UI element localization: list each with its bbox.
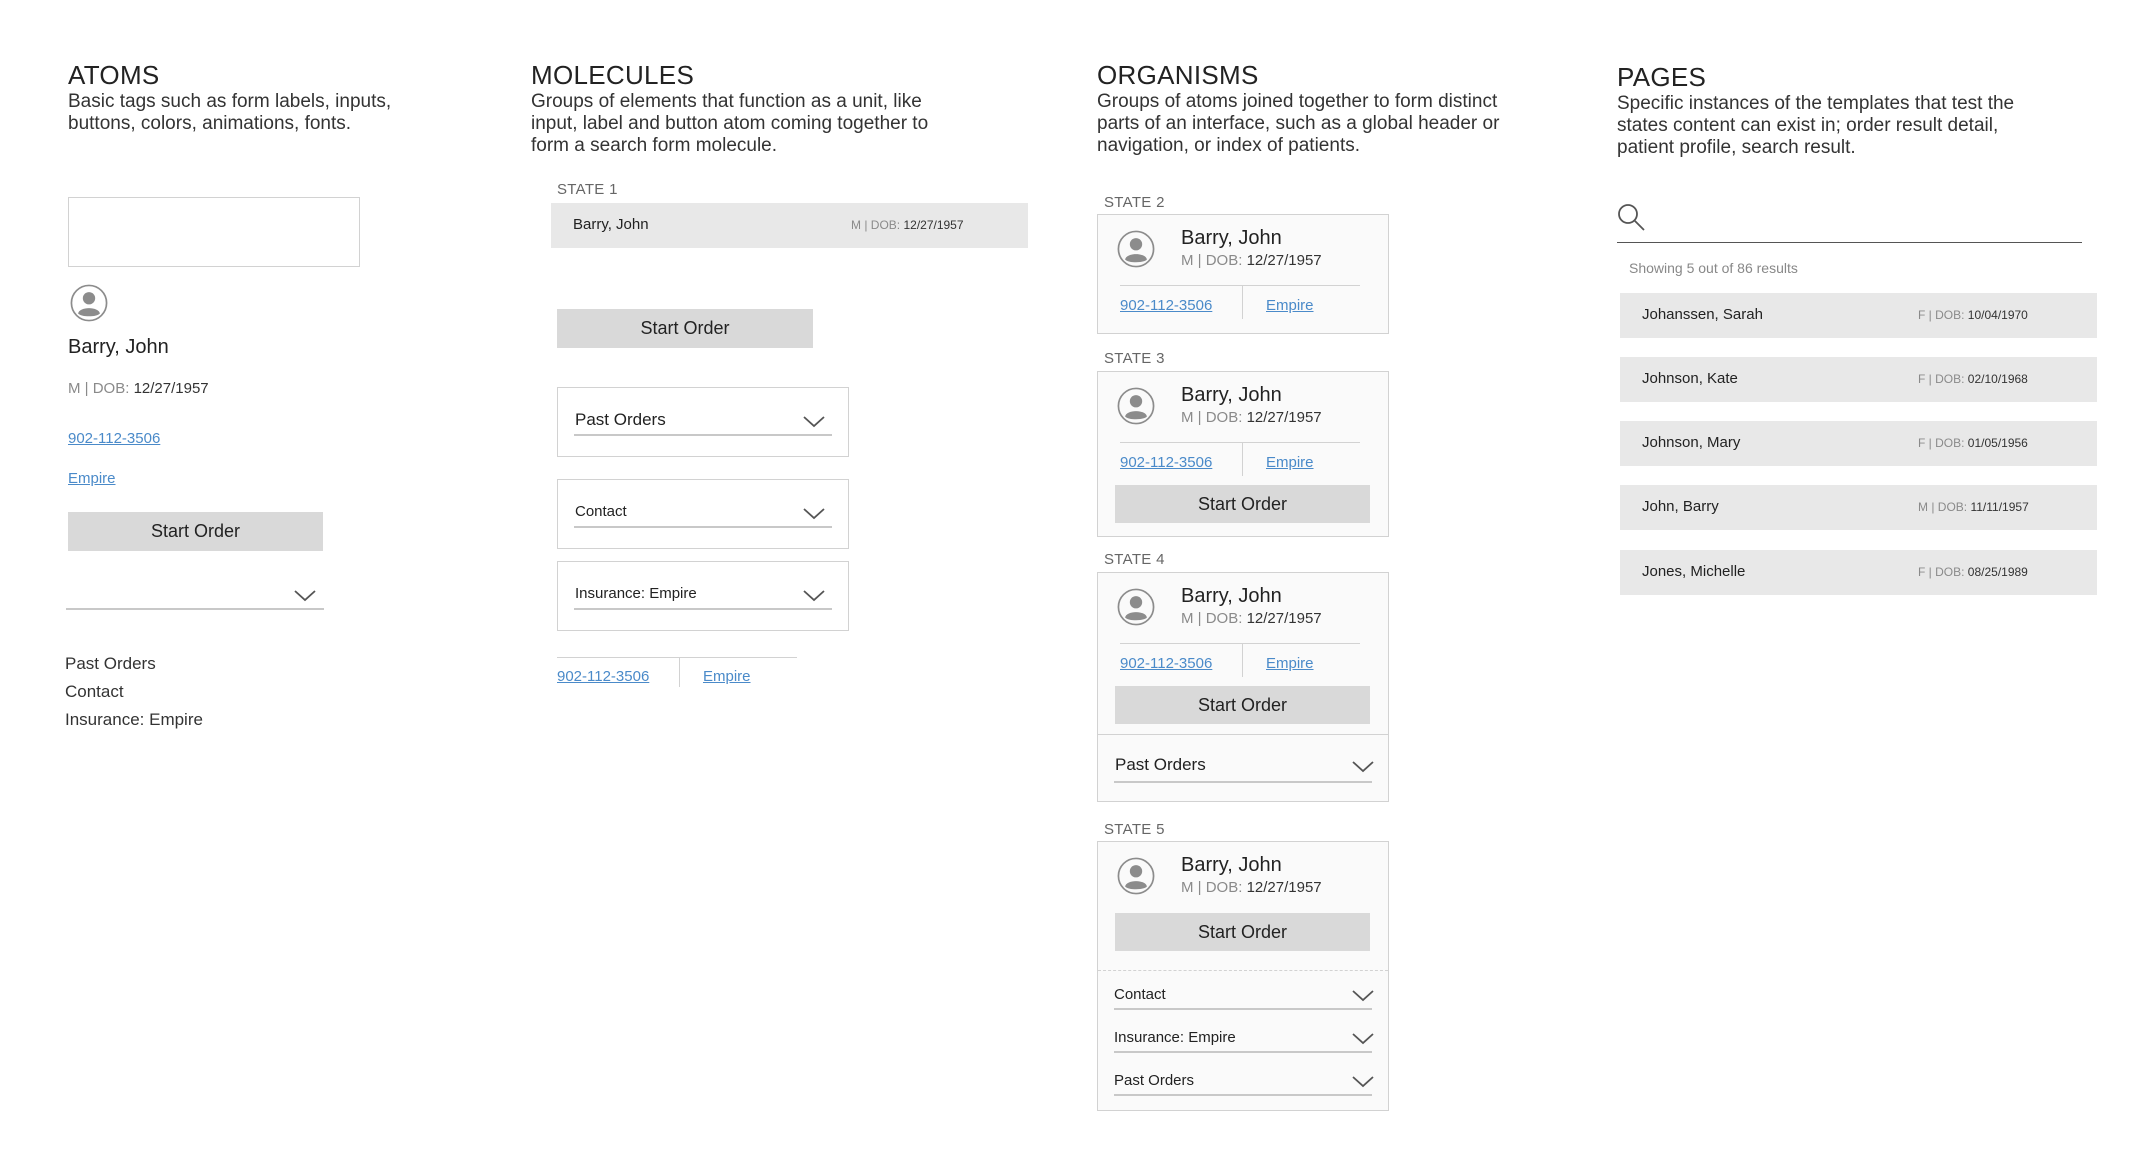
sex-dob-label: M | DOB: (1181, 409, 1243, 426)
avatar-icon (1117, 387, 1155, 425)
dob-value: 12/27/1957 (133, 380, 209, 397)
pages-title: PAGES (1617, 62, 1707, 92)
patient-dob (1181, 252, 1322, 269)
result-dob (1918, 500, 2029, 514)
result-name: Jones, Michelle (1642, 563, 1746, 580)
dropdown-underline (66, 608, 324, 610)
result-dob (1918, 308, 2028, 322)
chevron-down-icon (803, 508, 825, 520)
dropdown-underline (1114, 781, 1372, 783)
dropdown-past-orders[interactable] (1098, 1066, 1388, 1108)
avatar-icon (1117, 230, 1155, 268)
chevron-down-icon (1352, 1033, 1374, 1045)
dropdown-atom[interactable] (66, 580, 324, 614)
patient-card-state-4[interactable] (1097, 572, 1389, 802)
result-meta: F | DOB: (1918, 372, 1965, 386)
result-name: Johnson, Mary (1642, 434, 1741, 451)
patient-row-dob-value: 12/27/1957 (903, 218, 964, 232)
result-meta: F | DOB: (1918, 436, 1965, 450)
result-row[interactable] (1620, 357, 2097, 402)
avatar-icon (70, 284, 108, 322)
contact-separator (679, 657, 680, 687)
dropdown-underline (1114, 1008, 1372, 1010)
result-name: Johanssen, Sarah (1642, 306, 1763, 323)
molecules-description: Groups of elements that function as a unit, like input, label and button atom coming together to form a search form molecule. (531, 91, 929, 156)
sex-dob-label: M | DOB: (68, 380, 130, 397)
patient-name: Barry, John (68, 336, 169, 358)
atoms-description: Basic tags such as form labels, inputs, buttons, colors, animations, fonts. (68, 91, 392, 134)
dropdown-underline (574, 434, 832, 436)
patient-name: Barry, John (1181, 384, 1282, 406)
text-contact: Contact (65, 682, 124, 701)
result-meta: M | DOB: (1918, 500, 1968, 514)
chevron-down-icon (1352, 990, 1374, 1002)
insurance-link[interactable]: Empire (1266, 297, 1314, 314)
result-meta: F | DOB: (1918, 565, 1965, 579)
dropdown-label: Contact (575, 503, 627, 520)
result-row[interactable] (1620, 550, 2097, 595)
search-bar[interactable] (1617, 199, 2082, 245)
pages-description: Specific instances of the templates that test the states content can exist in; order result detail, patient profile, search result. (1617, 93, 2015, 158)
dropdown-label: Past Orders (1114, 1072, 1195, 1089)
dob-value: 12/27/1957 (1246, 879, 1322, 896)
dropdown-label: Contact (1114, 986, 1166, 1003)
organisms-title: ORGANISMS (1097, 60, 1259, 90)
text-insurance: Insurance: Empire (65, 710, 203, 729)
result-dob-value: 10/04/1970 (1967, 308, 2028, 322)
dropdown-underline (574, 608, 832, 610)
chevron-down-icon (1352, 761, 1374, 773)
atoms-text-list (65, 650, 203, 734)
dob-value: 12/27/1957 (1246, 252, 1322, 269)
chevron-down-icon (803, 416, 825, 428)
result-name: John, Barry (1642, 498, 1719, 515)
card-section-divider (1098, 970, 1388, 971)
card-divider (1120, 643, 1360, 644)
result-dob-value: 08/25/1989 (1967, 565, 2028, 579)
patient-card-state-2[interactable] (1097, 214, 1389, 334)
result-row[interactable] (1620, 485, 2097, 530)
insurance-link[interactable]: Empire (1266, 655, 1314, 672)
patient-row-dob (851, 218, 964, 232)
start-order-button[interactable]: Start Order (1115, 686, 1370, 724)
dropdown-underline (1114, 1094, 1372, 1096)
dropdown-underline (1114, 1051, 1372, 1053)
patient-dob (68, 380, 209, 397)
card-separator (1242, 643, 1243, 677)
result-row[interactable] (1620, 293, 2097, 338)
text-input-atom[interactable] (68, 197, 360, 267)
dob-value: 12/27/1957 (1246, 610, 1322, 627)
start-order-button[interactable]: Start Order (557, 309, 813, 348)
chevron-down-icon (1352, 1076, 1374, 1088)
chevron-down-icon (294, 590, 316, 602)
result-name: Johnson, Kate (1642, 370, 1738, 387)
card-divider (1120, 442, 1360, 443)
state-5-label: STATE 5 (1104, 821, 1165, 838)
phone-link[interactable]: 902-112-3506 (1120, 297, 1213, 314)
dropdown-contact[interactable] (1098, 980, 1388, 1022)
start-order-button[interactable]: Start Order (1115, 913, 1370, 951)
sex-dob-label: M | DOB: (1181, 879, 1243, 896)
avatar-icon (1117, 588, 1155, 626)
sex-dob-label: M | DOB: (1181, 610, 1243, 627)
result-meta: F | DOB: (1918, 308, 1965, 322)
result-dob (1918, 436, 2028, 450)
insurance-link[interactable]: Empire (703, 668, 751, 685)
contact-divider (557, 657, 797, 658)
phone-link[interactable]: 902-112-3506 (68, 430, 161, 447)
dropdown-underline (574, 526, 832, 528)
avatar-icon (1117, 857, 1155, 895)
phone-link[interactable]: 902-112-3506 (1120, 655, 1213, 672)
sex-dob-label: M | DOB: (1181, 252, 1243, 269)
result-dob (1918, 372, 2028, 386)
dropdown-label: Insurance: Empire (575, 585, 697, 602)
result-dob (1918, 565, 2028, 579)
atoms-title: ATOMS (68, 60, 160, 90)
patient-card-state-3[interactable] (1097, 371, 1389, 537)
results-count: Showing 5 out of 86 results (1629, 260, 1798, 276)
dropdown-label: Insurance: Empire (1114, 1029, 1236, 1046)
dropdown-insurance[interactable] (1098, 1023, 1388, 1065)
patient-dob (1181, 409, 1322, 426)
patient-name: Barry, John (1181, 227, 1282, 249)
card-divider (1120, 285, 1360, 286)
result-row[interactable] (1620, 421, 2097, 466)
card-separator (1242, 442, 1243, 476)
card-separator (1242, 285, 1243, 319)
patient-row-meta: M | DOB: (851, 218, 901, 232)
state-3-label: STATE 3 (1104, 350, 1165, 367)
molecules-title: MOLECULES (531, 60, 695, 90)
start-order-button[interactable]: Start Order (68, 512, 323, 551)
state-2-label: STATE 2 (1104, 194, 1165, 211)
start-order-button[interactable]: Start Order (1115, 485, 1370, 523)
patient-row-name: Barry, John (573, 216, 649, 233)
state-4-label: STATE 4 (1104, 551, 1165, 568)
state-1-label: STATE 1 (557, 181, 618, 198)
patient-dob (1181, 610, 1322, 627)
patient-name: Barry, John (1181, 585, 1282, 607)
insurance-link[interactable]: Empire (68, 470, 116, 487)
patient-dob (1181, 879, 1322, 896)
patient-row[interactable] (551, 203, 1028, 248)
insurance-link[interactable]: Empire (1266, 454, 1314, 471)
organisms-description: Groups of atoms joined together to form distinct parts of an interface, such as a global header or navigation, or index of patients. (1097, 91, 1500, 156)
phone-link[interactable]: 902-112-3506 (557, 668, 650, 685)
result-dob-value: 11/11/1957 (1970, 500, 2029, 514)
dropdown-label: Past Orders (1115, 755, 1206, 774)
dropdown-past-orders[interactable] (1098, 735, 1388, 801)
search-underline (1617, 242, 2082, 243)
text-past-orders: Past Orders (65, 654, 156, 673)
patient-name: Barry, John (1181, 854, 1282, 876)
chevron-down-icon (803, 590, 825, 602)
dropdown-past-orders[interactable] (557, 387, 849, 457)
phone-link[interactable]: 902-112-3506 (1120, 454, 1213, 471)
result-dob-value: 02/10/1968 (1967, 372, 2028, 386)
dropdown-contact[interactable] (557, 479, 849, 549)
patient-card-state-5[interactable] (1097, 841, 1389, 1111)
result-dob-value: 01/05/1956 (1967, 436, 2028, 450)
search-icon[interactable] (1617, 203, 1647, 233)
dropdown-label: Past Orders (575, 410, 666, 429)
dob-value: 12/27/1957 (1246, 409, 1322, 426)
dropdown-insurance[interactable] (557, 561, 849, 631)
